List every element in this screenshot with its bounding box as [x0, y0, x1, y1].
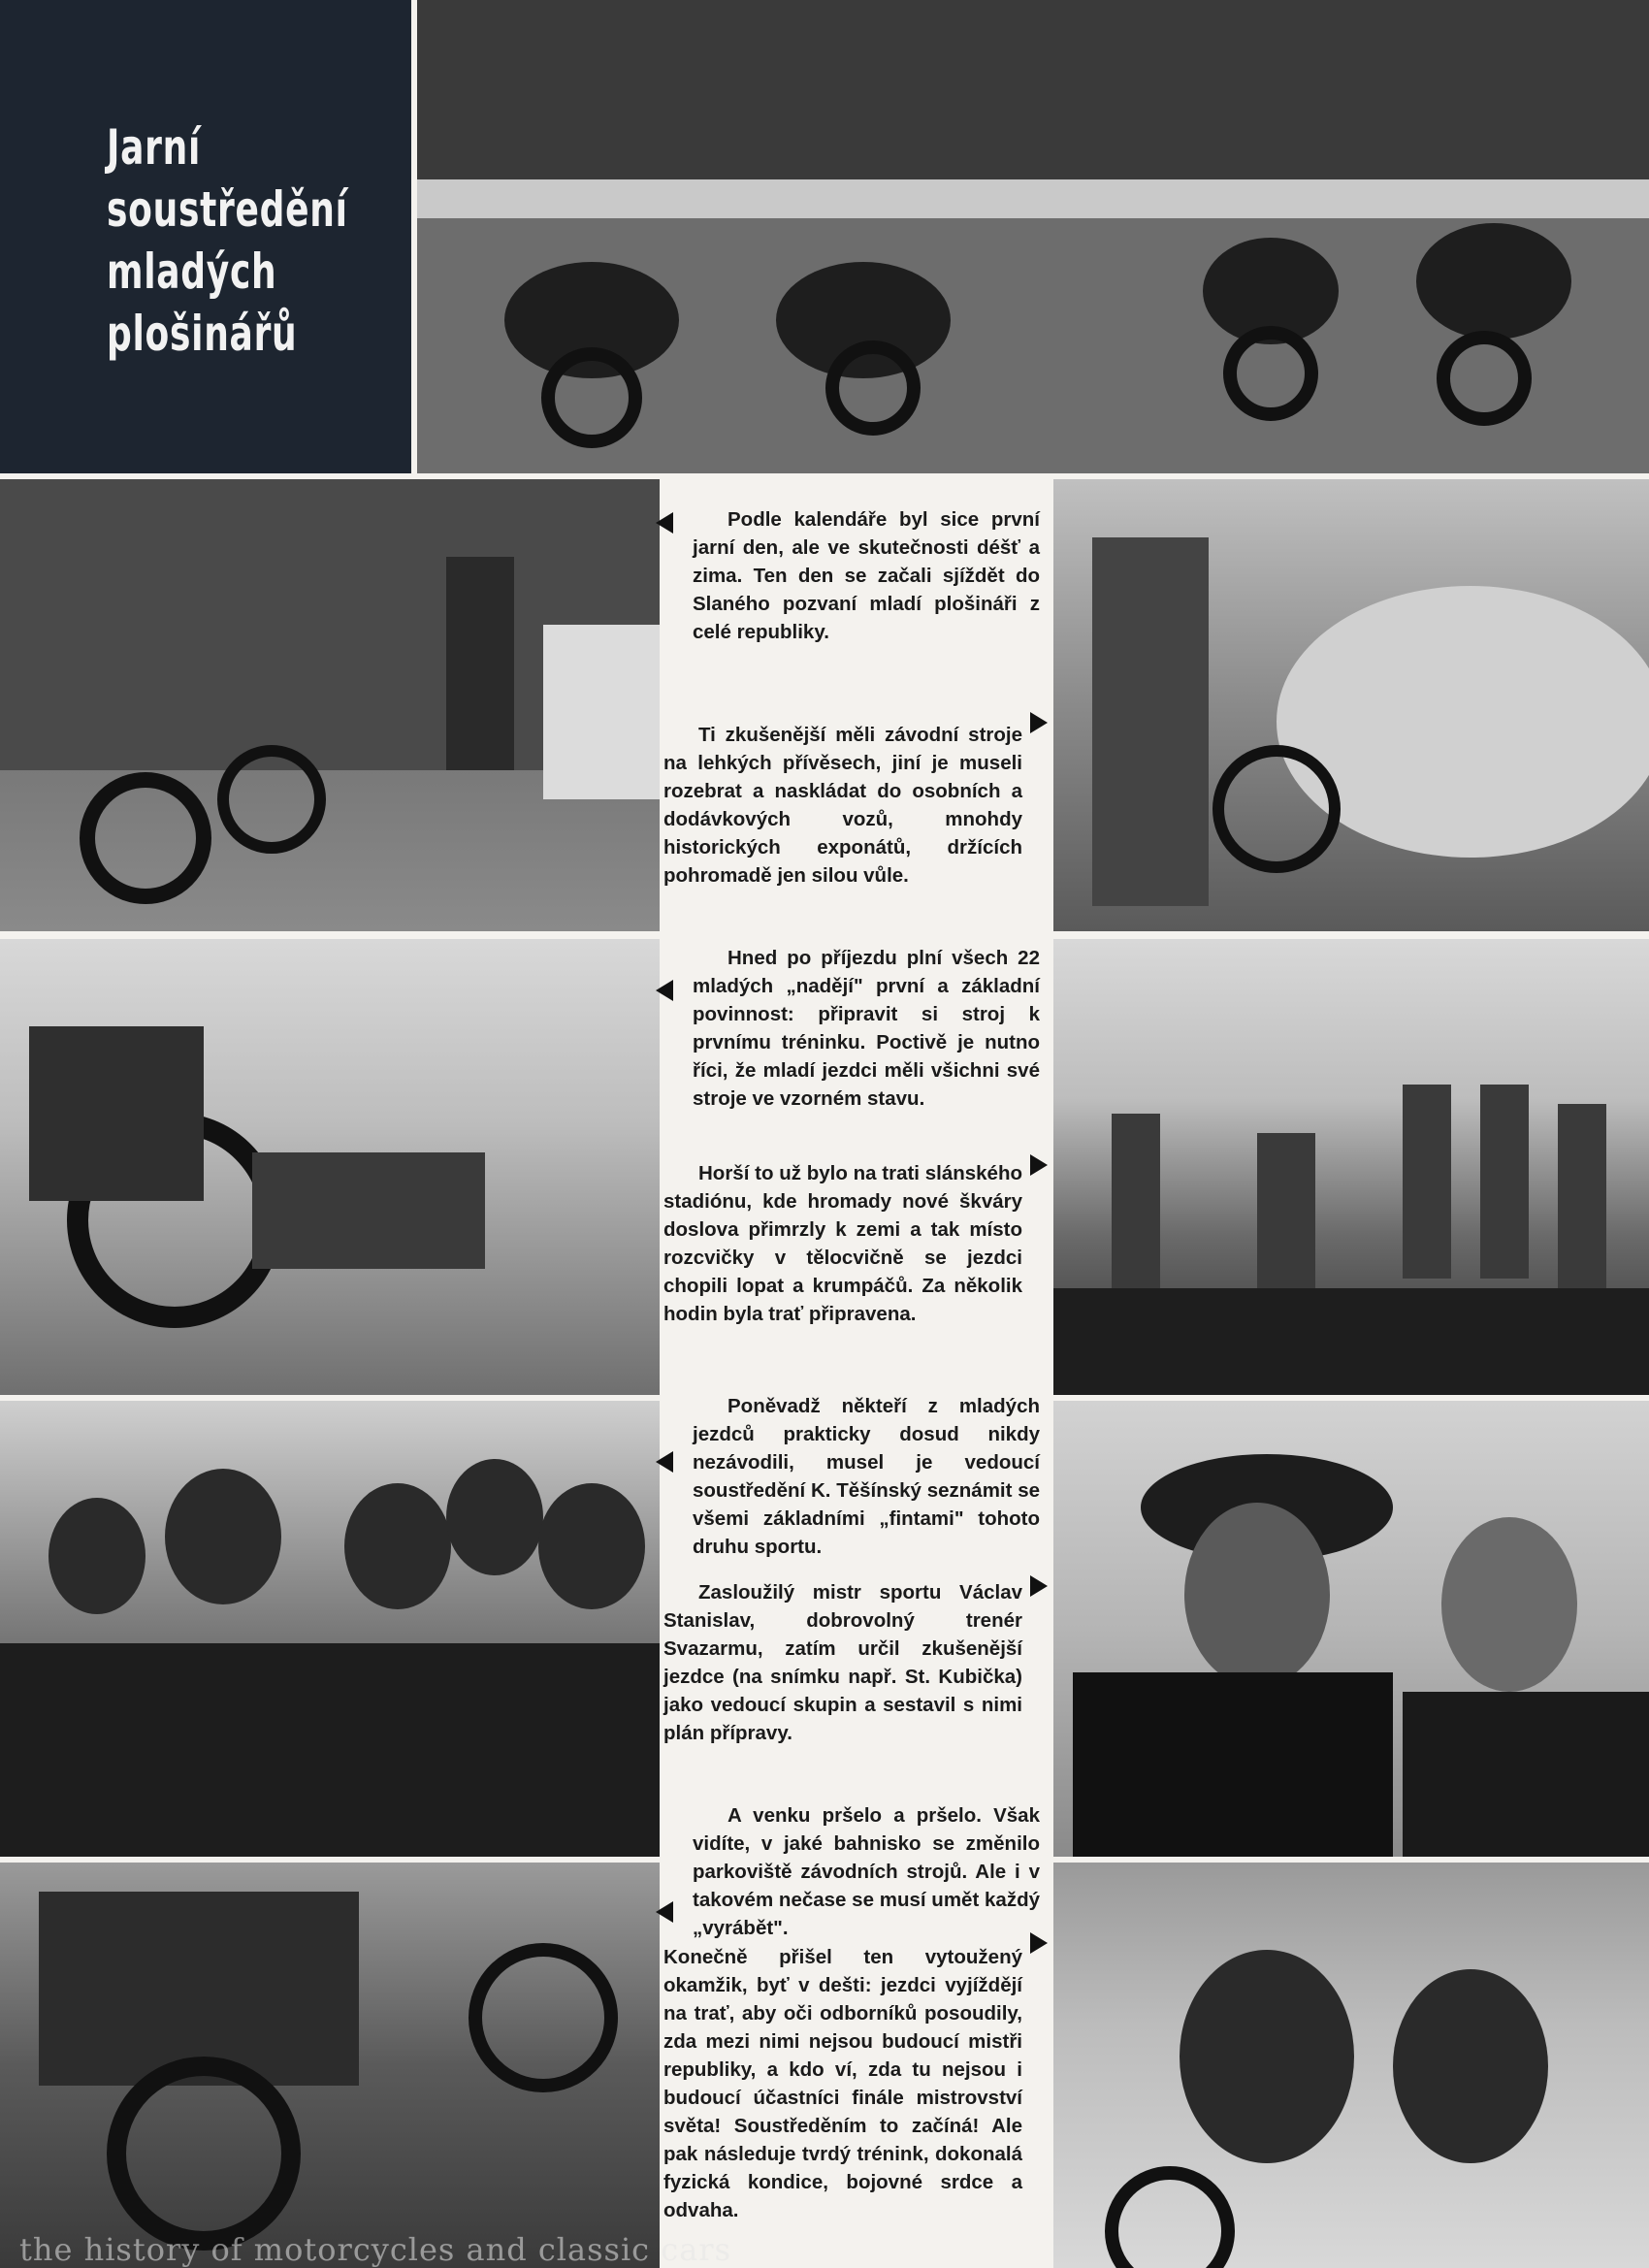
photo-riders-on-track — [1053, 1863, 1649, 2268]
title-line: mladých — [107, 243, 277, 300]
title-block — [0, 0, 411, 473]
arrow-left-icon — [656, 980, 673, 1001]
arrow-right-icon — [1030, 1575, 1048, 1597]
watermark-text: the history of motorcycles and classic cars — [19, 2231, 731, 2268]
arrow-right-icon — [1030, 1154, 1048, 1176]
arrow-right-icon — [1030, 712, 1048, 733]
title-line: Jarní — [107, 119, 202, 176]
photo-car-loading — [1053, 479, 1649, 931]
arrow-left-icon — [656, 1901, 673, 1923]
photo-group-riders — [0, 1401, 660, 1857]
paragraph: Zasloužilý mistr sportu Václav Stanislav, dobrovolný trenér Svazarmu, zatím určil zkušenější jezdce (na snímku např. St. Kubička) jako vedoucí skupin a sestavil s nimi plán přípravy. — [663, 1580, 1022, 1744]
photo-coach-talk — [1053, 1401, 1649, 1857]
title-line: plošinářů — [107, 306, 298, 362]
photo-track-shoveling — [1053, 939, 1649, 1395]
photo-bike-repair — [0, 939, 660, 1395]
title-line: soustředění — [107, 181, 348, 238]
paragraph: Podle kalendáře byl sice první jarní den, ale ve skutečnosti déšť a zima. Ten den se začali sjíždět do Slaného pozvaní mladí plošináři z celé republiky. — [693, 507, 1040, 643]
arrow-right-icon — [1030, 1932, 1048, 1954]
paragraph: Poněvadž někteří z mladých jezdců prakticky dosud nikdy nezávodili, musel je vedoucí soustředění K. Těšínský seznámit se všemi základními „fintami" tohoto druhu sportu. — [693, 1394, 1040, 1558]
article-title — [107, 116, 348, 365]
photo-trailer-bike — [0, 479, 660, 931]
photo-mud-repair — [0, 1863, 660, 2268]
paragraph: Horší to už bylo na trati slánského stadiónu, kde hromady nové škváry doslova přimrzly k zemi a tak místo rozcvičky v tělocvičně se jezdci chopili lopat a krumpáčů. Za několik hodin byla trať připravena. — [663, 1161, 1022, 1325]
photo-speedway-riders — [417, 0, 1649, 473]
arrow-left-icon — [656, 1451, 673, 1473]
paragraph: Hned po příjezdu plní všech 22 mladých „nadějí" první a základní povinnost: připravit si stroj k prvnímu tréninku. Poctivě je nutno říci, že mladí jezdci měli všichni své stroje ve vzorném stavu. — [693, 946, 1040, 1110]
paragraph: Ti zkušenější měli závodní stroje na lehkých přívěsech, jiní je museli rozebrat a naskládat do osobních a dodávkových vozů, mnohdy historických exponátů, držících pohromadě jen silou vůle. — [663, 723, 1022, 887]
paragraph: Konečně přišel ten vytoužený okamžik, byť v dešti: jezdci vyjíždějí na trať, aby oči odborníků posoudily, zda mezi nimi nejsou budoucí mistři republiky, a kdo ví, zda tu nejsou i budoucí účastníci finále mistrovství světa! Soustředěním to začíná! Ale pak následuje tvrdý trénink, dokonalá fyzická kondice, bojovné srdce a odvaha. — [663, 1945, 1022, 2221]
paragraph: A venku pršelo a pršelo. Však vidíte, v jaké bahnisko se změnilo parkoviště závodních strojů. Ale i v takovém nečase se musí umět každý „vyrábět". — [693, 1803, 1040, 1939]
arrow-left-icon — [656, 512, 673, 534]
